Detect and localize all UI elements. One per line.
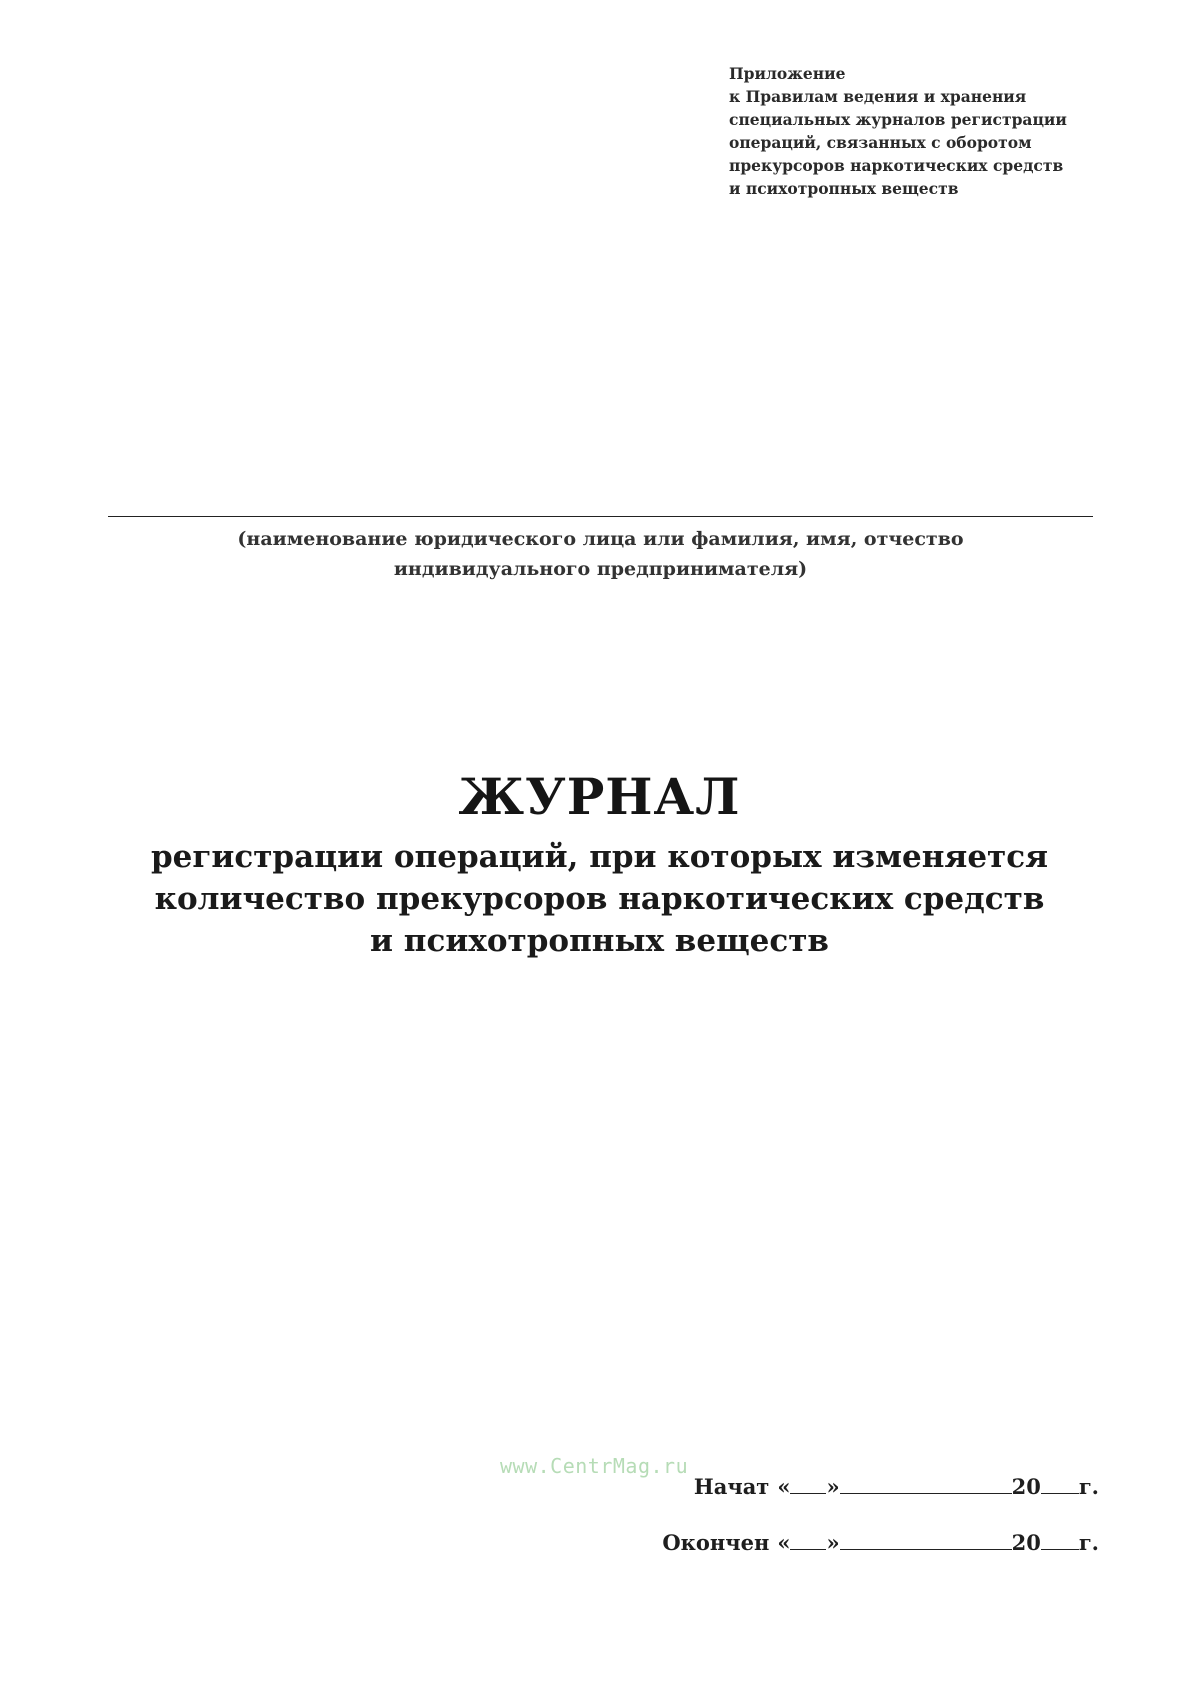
watermark: www.CentrMag.ru	[500, 1454, 689, 1478]
appendix-line: специальных журналов регистрации	[729, 110, 1067, 129]
end-day-blank	[790, 1548, 826, 1550]
appendix-line: и психотропных веществ	[729, 179, 959, 198]
appendix-note	[729, 62, 1149, 200]
start-close-quote: »	[826, 1474, 840, 1499]
subtitle-line: и психотропных веществ	[370, 923, 829, 959]
start-year-blank	[1041, 1492, 1079, 1494]
journal-title: ЖУРНАЛ	[458, 767, 741, 826]
subtitle-line: регистрации операций, при которых изменяется	[150, 839, 1049, 875]
start-month-blank	[840, 1492, 1012, 1494]
organization-name-line	[108, 516, 1093, 517]
end-open-quote: «	[777, 1530, 791, 1555]
appendix-line: операций, связанных с оборотом	[729, 133, 1032, 152]
appendix-line: к Правилам ведения и хранения	[729, 87, 1027, 106]
end-label: Окончен	[662, 1530, 770, 1555]
journal-subtitle	[0, 836, 1199, 962]
subtitle-line: количество прекурсоров наркотических средств	[154, 881, 1045, 917]
appendix-line: прекурсоров наркотических средств	[729, 156, 1064, 175]
end-year-blank	[1041, 1548, 1079, 1550]
end-century: 20	[1011, 1530, 1041, 1555]
end-date-row	[662, 1530, 1099, 1555]
appendix-line: Приложение	[729, 64, 846, 83]
organization-caption-line: индивидуального предпринимателя)	[393, 558, 808, 580]
start-date-row	[694, 1474, 1099, 1499]
organization-caption	[108, 524, 1093, 584]
end-month-blank	[840, 1548, 1012, 1550]
start-day-blank	[790, 1492, 826, 1494]
start-year-suffix: г.	[1078, 1474, 1099, 1499]
start-open-quote: «	[777, 1474, 791, 1499]
start-label: Начат	[693, 1474, 770, 1499]
start-century: 20	[1011, 1474, 1041, 1499]
end-close-quote: »	[826, 1530, 840, 1555]
organization-caption-line: (наименование юридического лица или фамилия, имя, отчество	[237, 528, 964, 550]
end-year-suffix: г.	[1078, 1530, 1099, 1555]
